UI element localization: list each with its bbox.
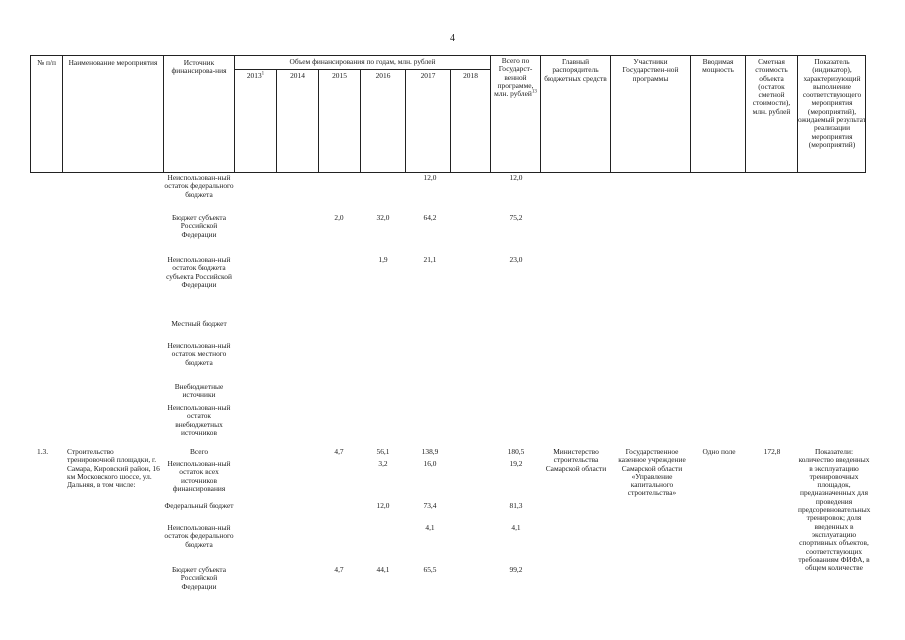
header-cost: Сметная стоимость объекта (остаток сметной стоимости), млн. рублей — [752, 57, 791, 116]
funding-source: Федеральный бюджет — [164, 501, 234, 510]
item-participants: Государственное казенное учреждение Самарской области «Управление капитального строительства» — [618, 447, 686, 498]
column-rule — [450, 69, 451, 173]
item-indicator: Показатели: количество введенных в эксплуатацию тренировочных площадок, предназначенных для проведения предсоревновательных тренировок; доля введенных в эксплуатацию спортивных объектов, соответствующих требованиям ФИФА, в общем количестве — [798, 447, 871, 573]
funding-source: Неиспользован-ный остаток федерального бюджета — [164, 523, 234, 549]
header-year: 2013$^1$ — [246, 71, 265, 80]
funding-source: Неиспользован-ный остаток федерального бюджета — [164, 173, 234, 199]
value-2016: 12,0 — [376, 501, 390, 510]
value-2015: 4,7 — [334, 447, 344, 456]
column-rule — [360, 69, 361, 173]
header-manager: Главный распорядитель бюджетных средств — [544, 57, 607, 83]
header-year: 2017 — [420, 71, 436, 80]
value-total: 4,1 — [511, 523, 521, 532]
value-total: 19,2 — [509, 459, 523, 468]
header-total: Всего по Государст-венной программе, млн. рублей$^{13}$ — [494, 56, 537, 99]
funding-source: Неиспользован-ный остаток бюджета субъекта Российской Федерации — [166, 255, 232, 289]
funding-source: Всего — [189, 447, 209, 456]
funding-source: Неиспользован-ный остаток местного бюджета — [167, 341, 231, 367]
header-year: 2018 — [463, 71, 478, 80]
value-total: 180,5 — [507, 447, 525, 456]
funding-source: Неиспользован-ный остаток всех источников финансирования — [167, 459, 231, 493]
item-number: 1.3. — [37, 447, 49, 456]
value-2016: 56,1 — [376, 447, 390, 456]
value-2017: 138,9 — [421, 447, 439, 456]
header-year: 2016 — [375, 71, 391, 80]
value-total: 99,2 — [509, 565, 523, 574]
header-indicator: Показатель (индикатор), характеризующий выполнение соответствующего мероприятия (мероприятий), ожидаемый результат реализации мероприятия (мероприятий) — [798, 57, 866, 149]
header-name: Наименование мероприятия — [68, 58, 158, 67]
column-rule — [318, 69, 319, 173]
header-volume: Объем финансирования по годам, млн. рублей — [289, 57, 436, 66]
header-source: Источник финансирова-ния — [171, 58, 227, 76]
funding-source: Бюджет субъекта Российской Федерации — [171, 213, 227, 239]
funding-source: Внебюджетные источники — [174, 382, 224, 400]
header-year: 2014 — [290, 71, 305, 80]
funding-source: Бюджет субъекта Российской Федерации — [171, 565, 227, 591]
item-name: Строительство тренировочной площадки, г. Самара, Кировский район, 16 км Московского шоссе, ул. Дальняя, в том числе: — [67, 447, 160, 490]
value-2017: 21,1 — [423, 255, 437, 264]
value-2016: 1,9 — [378, 255, 388, 264]
value-2017: 73,4 — [423, 501, 437, 510]
value-2016: 3,2 — [378, 459, 388, 468]
value-2016: 44,1 — [376, 565, 390, 574]
value-2015: 4,7 — [334, 565, 344, 574]
value-total: 12,0 — [509, 173, 523, 182]
header-capacity: Вводимая мощность — [702, 57, 734, 75]
value-total: 75,2 — [509, 213, 523, 222]
value-2015: 2,0 — [334, 213, 344, 222]
item-manager: Министерство строительства Самарской области — [545, 447, 607, 473]
funding-source: Местный бюджет — [171, 319, 227, 328]
column-rule — [405, 69, 406, 173]
column-rule — [276, 69, 277, 173]
page-number: 4 — [450, 33, 455, 44]
funding-source: Неиспользован-ный остаток внебюджетных источников — [167, 403, 231, 437]
header-participants: Участники Государствен-ной программы — [622, 57, 679, 83]
value-2017: 65,5 — [423, 565, 437, 574]
value-2017: 64,2 — [423, 213, 437, 222]
item-cost: 172,8 — [763, 447, 781, 456]
value-2016: 32,0 — [376, 213, 390, 222]
header-num: № п/п — [37, 58, 56, 67]
value-2017: 16,0 — [423, 459, 437, 468]
header-rule — [234, 69, 490, 70]
value-total: 23,0 — [509, 255, 523, 264]
value-2017: 4,1 — [425, 523, 435, 532]
value-total: 81,3 — [509, 501, 523, 510]
value-2017: 12,0 — [423, 173, 437, 182]
column-rule — [62, 55, 63, 173]
item-capacity: Одно поле — [702, 447, 736, 456]
header-year: 2015 — [332, 71, 347, 80]
